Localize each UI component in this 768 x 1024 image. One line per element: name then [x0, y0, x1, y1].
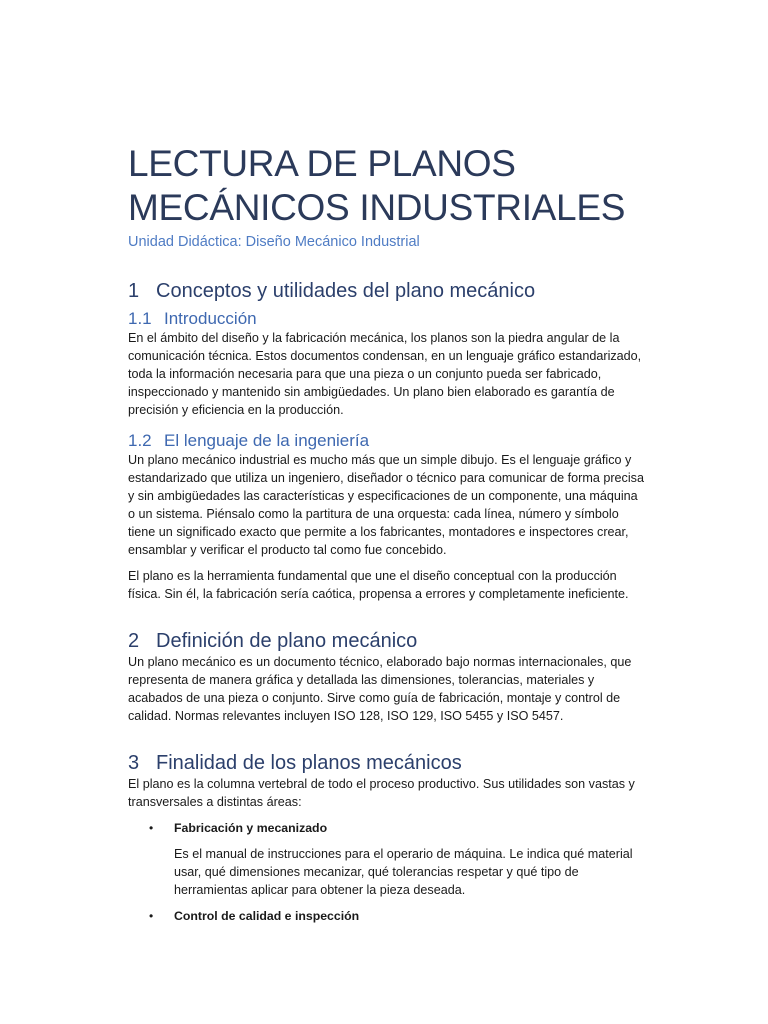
- paragraph-finalidad: El plano es la columna vertebral de todo el proceso productivo. Sus utilidades son vastas y transversales a distintas áreas:: [128, 777, 635, 809]
- subsection-1-1-number: 1.1: [128, 309, 152, 328]
- bullet-icon: •: [149, 821, 154, 835]
- document-title: [128, 142, 648, 230]
- bullet-item-control-calidad: [128, 907, 648, 925]
- section-3-number: 3: [128, 752, 140, 774]
- section-2-number: 2: [128, 630, 140, 652]
- subsection-1-2-title: El lenguaje de la ingeniería: [164, 431, 370, 450]
- section-1-heading: [128, 279, 648, 303]
- document-subtitle: Unidad Didáctica: Diseño Mecánico Industrial: [128, 234, 420, 250]
- section-1-title: Conceptos y utilidades del plano mecánico: [156, 280, 536, 302]
- subsection-1-1-heading: [128, 308, 648, 329]
- bullet-body-fabricacion: Es el manual de instrucciones para el operario de máquina. Le indica qué material usar, qué dimensiones mecanizar, qué tolerancias respetar y qué tipo de herramientas aplicar para obtener la pieza deseada.: [174, 847, 633, 897]
- subsection-1-1-title: Introducción: [164, 309, 257, 328]
- section-1-number: 1: [128, 280, 140, 302]
- subsection-1-2-number: 1.2: [128, 431, 152, 450]
- bullet-item-fabricacion: [128, 819, 648, 899]
- paragraph-introduccion: En el ámbito del diseño y la fabricación mecánica, los planos son la piedra angular de la comunicación técnica. Estos documentos condensan, en un lenguaje gráfico estandarizado, toda la información necesaria para que una pieza o un conjunto pueda ser fabricado, inspeccionado y mantenido sin ambigüedades. Un plano bien elaborado es garantía de precisión y eficiencia en la producción.: [128, 331, 642, 417]
- section-2-title: Definición de plano mecánico: [156, 630, 418, 652]
- document-title-line-2: MECÁNICOS INDUSTRIALES: [128, 187, 626, 228]
- bullet-icon: •: [149, 909, 154, 923]
- section-3-title: Finalidad de los planos mecánicos: [156, 752, 462, 774]
- bullet-title-fabricacion: Fabricación y mecanizado: [174, 821, 328, 835]
- section-3-heading: [128, 751, 648, 775]
- document-page: [128, 142, 648, 925]
- paragraph-definicion: Un plano mecánico es un documento técnico, elaborado bajo normas internacionales, que representa de manera gráfica y detallada las dimensiones, tolerancias, materiales y acabados de una pieza o conjunto. Sirve como guía de fabricación, montaje y control de calidad. Normas relevantes incluyen ISO 128, ISO 129, ISO 5455 y ISO 5457.: [128, 655, 632, 723]
- paragraph-lenguaje-1: Un plano mecánico industrial es mucho más que un simple dibujo. Es el lenguaje gráfico y estandarizado que utiliza un ingeniero, diseñador o técnico para comunicar de forma precisa y sin ambigüedades las características y especificaciones de un componente, una máquina o un sistema. Piénsalo como la partitura de una orquesta: cada línea, número y símbolo tiene un significado exacto que permite a los fabricantes, montadores e inspectores crear, ensamblar y verificar el producto tal como fue concebido.: [128, 453, 644, 557]
- document-title-line-1: LECTURA DE PLANOS: [128, 143, 516, 184]
- subsection-1-2-heading: [128, 430, 648, 451]
- finalidad-bullet-list: [128, 819, 648, 925]
- paragraph-lenguaje-2: El plano es la herramienta fundamental que une el diseño conceptual con la producción física. Sin él, la fabricación sería caótica, propensa a errores y completamente ineficiente.: [128, 569, 629, 601]
- section-2-heading: [128, 629, 648, 653]
- bullet-title-control-calidad: Control de calidad e inspección: [174, 909, 360, 923]
